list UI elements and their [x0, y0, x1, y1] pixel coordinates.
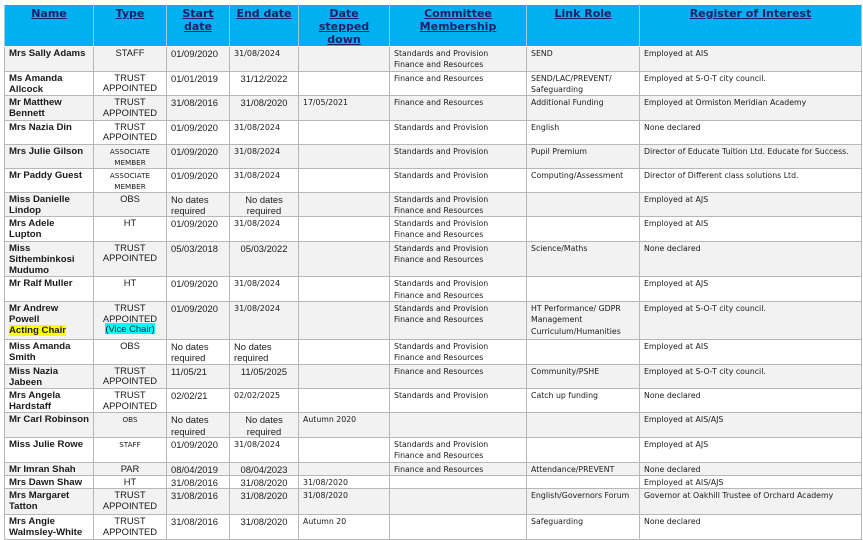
cell-committee-membership	[390, 489, 527, 515]
cell-end-date: 31/08/2024	[230, 168, 299, 192]
cell-type	[94, 462, 167, 475]
cell-link-role: English	[527, 120, 640, 144]
cell-name	[5, 364, 94, 388]
cell-start-date: 31/08/2016	[167, 475, 230, 488]
table-row	[5, 475, 862, 488]
cell-register-of-interest: Director of Educate Tuition Ltd. Educate for Success.	[640, 144, 862, 168]
table-row	[5, 241, 862, 277]
cell-date-stepped-down	[299, 217, 390, 242]
member-type: STAFF	[115, 47, 145, 58]
cell-date-stepped-down	[299, 301, 390, 339]
cell-end-date: 31/08/2024	[230, 47, 299, 72]
member-type: TRUST APPOINTED	[102, 96, 158, 118]
cell-date-stepped-down	[299, 71, 390, 96]
cell-type	[94, 515, 167, 539]
member-name: Mr Carl Robinson	[9, 414, 89, 426]
cell-link-role	[527, 437, 640, 462]
table-row	[5, 489, 862, 515]
cell-type	[94, 339, 167, 364]
cell-register-of-interest: Employed at AIS	[640, 339, 862, 364]
cell-end-date: 31/08/2024	[230, 301, 299, 339]
cell-register-of-interest: None declared	[640, 388, 862, 412]
cell-name	[5, 192, 94, 217]
member-name: Mr Andrew Powell	[9, 302, 59, 326]
committee-item: Standards and Provision	[394, 194, 489, 204]
member-type: TRUST APPOINTED	[102, 301, 158, 324]
cell-committee-membership	[390, 217, 527, 242]
cell-start-date: 01/09/2020	[167, 277, 230, 302]
cell-committee-membership	[390, 168, 527, 192]
cell-start-date: 01/09/2020	[167, 437, 230, 462]
cell-name	[5, 168, 94, 192]
committee-item: Finance and Resources	[394, 290, 484, 300]
cell-date-stepped-down	[299, 277, 390, 302]
committee-item: Finance and Resources	[394, 353, 484, 363]
cell-link-role: Community/PSHE	[527, 364, 640, 388]
cell-type	[94, 301, 167, 339]
cell-link-role: Science/Maths	[527, 241, 640, 277]
member-name: Miss Julie Rowe	[9, 438, 84, 450]
cell-type	[94, 241, 167, 277]
member-name: Miss Sithembinkosi Mudumo	[9, 242, 75, 277]
committee-item: Finance and Resources	[394, 230, 484, 240]
cell-date-stepped-down	[299, 192, 390, 217]
table-row	[5, 515, 862, 539]
cell-date-stepped-down: Autumn 20	[299, 515, 390, 539]
cell-register-of-interest: Employed at AJS	[640, 437, 862, 462]
cell-register-of-interest: Employed at AJS	[640, 192, 862, 217]
cell-committee-membership	[390, 475, 527, 488]
cell-date-stepped-down: Autumn 2020	[299, 413, 390, 438]
table-row	[5, 192, 862, 217]
member-type: PAR	[120, 462, 140, 474]
cell-committee-membership	[390, 241, 527, 277]
cell-link-role	[527, 192, 640, 217]
cell-register-of-interest: Employed at AIS/AJS	[640, 475, 862, 488]
header-date-stepped-down: Date stepped down	[299, 5, 390, 47]
cell-name	[5, 277, 94, 302]
cell-name	[5, 475, 94, 488]
cell-end-date: 05/03/2022	[230, 241, 299, 277]
table-row	[5, 339, 862, 364]
committee-item: Finance and Resources	[394, 464, 484, 474]
cell-date-stepped-down	[299, 241, 390, 277]
committee-item: Standards and Provision	[394, 303, 489, 313]
cell-start-date: 01/01/2019	[167, 71, 230, 96]
cell-link-role: Pupil Premium	[527, 144, 640, 168]
cell-end-date: 31/08/2024	[230, 277, 299, 302]
member-name: Mr Imran Shah	[9, 463, 76, 475]
table-row	[5, 144, 862, 168]
committee-item: Finance and Resources	[394, 98, 484, 108]
member-type: OBS	[122, 415, 138, 425]
member-type: OBS	[120, 339, 140, 351]
member-type: HT	[123, 217, 137, 229]
cell-register-of-interest: Governor at Oakhill Trustee of Orchard Academy	[640, 489, 862, 515]
committee-item: Standards and Provision	[394, 341, 489, 351]
cell-type	[94, 413, 167, 438]
cell-committee-membership	[390, 301, 527, 339]
cell-name	[5, 47, 94, 72]
cell-type	[94, 144, 167, 168]
member-name: Mrs Margaret Tatton	[9, 490, 70, 513]
cell-register-of-interest: Employed at S-O-T city council.	[640, 364, 862, 388]
cell-end-date: 31/08/2020	[230, 96, 299, 120]
cell-end-date: 02/02/2025	[230, 388, 299, 412]
cell-committee-membership	[390, 71, 527, 96]
cell-name	[5, 413, 94, 438]
cell-link-role: SEND/LAC/PREVENT/ Safeguarding	[527, 71, 640, 96]
cell-link-role: HT Performance/ GDPR Management Curriculum/Humanities	[527, 301, 640, 339]
committee-item: Standards and Provision	[394, 243, 489, 253]
cell-name	[5, 515, 94, 539]
committee-item: Finance and Resources	[394, 366, 484, 376]
cell-type	[94, 217, 167, 242]
table-body	[5, 47, 862, 540]
cell-date-stepped-down	[299, 168, 390, 192]
cell-committee-membership	[390, 277, 527, 302]
member-name: Mrs Julie Gilson	[9, 145, 84, 157]
cell-type	[94, 192, 167, 217]
cell-link-role: Catch up funding	[527, 388, 640, 412]
cell-start-date: No dates required	[167, 339, 230, 364]
cell-link-role	[527, 339, 640, 364]
cell-register-of-interest: None declared	[640, 462, 862, 475]
cell-start-date: 01/09/2020	[167, 144, 230, 168]
header-link-role: Link Role	[527, 5, 640, 47]
table-row	[5, 413, 862, 438]
cell-committee-membership	[390, 388, 527, 412]
cell-register-of-interest: Employed at Ormiston Meridian Academy	[640, 96, 862, 120]
member-type: TRUST APPOINTED	[102, 71, 158, 94]
cell-end-date: 31/08/2024	[230, 120, 299, 144]
member-name: Mr Paddy Guest	[9, 169, 83, 181]
cell-link-role	[527, 217, 640, 242]
cell-end-date: 31/08/2024	[230, 144, 299, 168]
table-row	[5, 301, 862, 339]
cell-type	[94, 168, 167, 192]
committee-item: Finance and Resources	[394, 451, 484, 461]
cell-committee-membership	[390, 462, 527, 475]
committee-item: Finance and Resources	[394, 255, 484, 265]
member-name: Mr Matthew Bennett	[9, 97, 62, 120]
cell-register-of-interest: Employed at AJS	[640, 277, 862, 302]
cell-link-role: Additional Funding	[527, 96, 640, 120]
committee-item: Finance and Resources	[394, 73, 484, 83]
cell-end-date: No dates required	[230, 339, 299, 364]
cell-type	[94, 47, 167, 72]
cell-date-stepped-down	[299, 339, 390, 364]
cell-end-date: 31/08/2024	[230, 217, 299, 242]
cell-committee-membership	[390, 144, 527, 168]
cell-date-stepped-down	[299, 388, 390, 412]
cell-link-role	[527, 413, 640, 438]
table-row	[5, 47, 862, 72]
committee-item: Standards and Provision	[394, 279, 489, 289]
member-name: Mrs Sally Adams	[9, 48, 86, 59]
cell-start-date: 01/09/2020	[167, 120, 230, 144]
header-row	[5, 5, 862, 47]
cell-name	[5, 71, 94, 96]
member-type: HT	[123, 475, 137, 487]
cell-committee-membership	[390, 47, 527, 72]
cell-register-of-interest: Employed at S-O-T city council.	[640, 301, 862, 339]
committee-item: Finance and Resources	[394, 315, 484, 325]
member-name: Mr Ralf Muller	[9, 278, 73, 290]
cell-type	[94, 364, 167, 388]
member-name: Miss Danielle Lindop	[9, 193, 70, 216]
cell-register-of-interest: Employed at AIS/AJS	[640, 413, 862, 438]
member-name: Mrs Angela Hardstaff	[9, 389, 61, 413]
cell-committee-membership	[390, 339, 527, 364]
member-name: Miss Amanda Smith	[9, 340, 71, 364]
committee-item: Standards and Provision	[394, 170, 489, 180]
cell-name	[5, 217, 94, 242]
committee-item: Standards and Provision	[394, 122, 489, 132]
cell-date-stepped-down: 31/08/2020	[299, 489, 390, 515]
committee-item: Standards and Provision	[394, 146, 489, 156]
cell-type	[94, 96, 167, 120]
cell-type	[94, 71, 167, 96]
cell-type	[94, 475, 167, 488]
cell-start-date: 01/09/2020	[167, 47, 230, 72]
cell-start-date: 01/09/2020	[167, 217, 230, 242]
cell-date-stepped-down: 17/05/2021	[299, 96, 390, 120]
cell-committee-membership	[390, 515, 527, 539]
member-name: Mrs Angie Walmsley-White	[9, 516, 83, 539]
member-type: ASSOCIATE MEMBER	[109, 146, 151, 167]
cell-register-of-interest: Director of Different class solutions Ltd.	[640, 168, 862, 192]
table-row	[5, 437, 862, 462]
cell-link-role: Computing/Assessment	[527, 168, 640, 192]
cell-link-role: Safeguarding	[527, 515, 640, 539]
cell-start-date: 05/03/2018	[167, 241, 230, 277]
cell-start-date: 08/04/2019	[167, 462, 230, 475]
cell-link-role: English/Governors Forum	[527, 489, 640, 515]
cell-committee-membership	[390, 96, 527, 120]
table-row	[5, 462, 862, 475]
cell-type	[94, 437, 167, 462]
cell-name	[5, 96, 94, 120]
cell-register-of-interest: None declared	[640, 241, 862, 277]
cell-start-date: 02/02/21	[167, 388, 230, 412]
cell-end-date: 31/08/2020	[230, 515, 299, 539]
table-row	[5, 364, 862, 388]
member-type: TRUST APPOINTED	[102, 388, 158, 411]
cell-link-role	[527, 277, 640, 302]
cell-committee-membership	[390, 413, 527, 438]
member-type: TRUST APPOINTED	[102, 515, 158, 537]
cell-date-stepped-down	[299, 364, 390, 388]
cell-committee-membership	[390, 364, 527, 388]
table-row	[5, 217, 862, 242]
cell-register-of-interest: Employed at AIS	[640, 217, 862, 242]
cell-name	[5, 301, 94, 339]
header-committee-membership: Committee Membership	[390, 5, 527, 47]
cell-committee-membership	[390, 192, 527, 217]
cell-start-date: No dates required	[167, 192, 230, 217]
cell-name	[5, 462, 94, 475]
table-row	[5, 120, 862, 144]
cell-start-date: 31/08/2016	[167, 96, 230, 120]
acting-chair-note: Acting Chair	[9, 325, 67, 337]
table-row	[5, 96, 862, 120]
member-type: TRUST APPOINTED	[102, 364, 158, 387]
member-name: Mrs Nazia Din	[9, 121, 72, 133]
member-name: Mrs Dawn Shaw	[9, 476, 83, 488]
cell-name	[5, 437, 94, 462]
cell-end-date: 08/04/2023	[230, 462, 299, 475]
committee-item: Standards and Provision	[394, 219, 489, 229]
governors-table	[4, 4, 862, 540]
cell-type	[94, 388, 167, 412]
cell-date-stepped-down	[299, 47, 390, 72]
cell-name	[5, 120, 94, 144]
member-type: ASSOCIATE MEMBER	[109, 170, 151, 191]
cell-type	[94, 489, 167, 515]
cell-name	[5, 339, 94, 364]
committee-item: Standards and Provision	[394, 49, 489, 58]
header-type: Type	[94, 5, 167, 47]
cell-end-date: 31/08/2020	[230, 475, 299, 488]
cell-end-date: 31/12/2022	[230, 71, 299, 96]
member-name: Miss Nazia Jabeen	[9, 365, 59, 388]
committee-item: Finance and Resources	[394, 60, 484, 70]
cell-committee-membership	[390, 120, 527, 144]
cell-date-stepped-down: 31/08/2020	[299, 475, 390, 488]
member-type: TRUST APPOINTED	[102, 241, 158, 264]
cell-start-date: 31/08/2016	[167, 515, 230, 539]
header-end-date: End date	[230, 5, 299, 47]
cell-name	[5, 388, 94, 412]
cell-date-stepped-down	[299, 462, 390, 475]
committee-item: Standards and Provision	[394, 439, 489, 449]
cell-start-date: No dates required	[167, 413, 230, 438]
header-name: Name	[5, 5, 94, 47]
header-register-of-interest: Register of Interest	[640, 5, 862, 47]
vice-chair-note: (Vice Chair)	[105, 323, 155, 335]
cell-end-date: No dates required	[230, 413, 299, 438]
cell-end-date: 31/08/2024	[230, 437, 299, 462]
cell-register-of-interest: Employed at S-O-T city council.	[640, 71, 862, 96]
cell-end-date: No dates required	[230, 192, 299, 217]
table-row	[5, 388, 862, 412]
cell-name	[5, 241, 94, 277]
cell-name	[5, 144, 94, 168]
cell-link-role: Attendance/PREVENT	[527, 462, 640, 475]
cell-date-stepped-down	[299, 437, 390, 462]
cell-type	[94, 120, 167, 144]
table-row	[5, 168, 862, 192]
cell-start-date: 01/09/2020	[167, 168, 230, 192]
member-type: TRUST APPOINTED	[102, 120, 158, 143]
cell-type	[94, 277, 167, 302]
cell-start-date: 31/08/2016	[167, 489, 230, 515]
cell-date-stepped-down	[299, 120, 390, 144]
cell-end-date: 11/05/2025	[230, 364, 299, 388]
committee-item: Finance and Resources	[394, 205, 484, 215]
member-type: HT	[123, 277, 137, 289]
cell-end-date: 31/08/2020	[230, 489, 299, 515]
cell-start-date: 01/09/2020	[167, 301, 230, 339]
cell-start-date: 11/05/21	[167, 364, 230, 388]
header-start-date: Start date	[167, 5, 230, 47]
table-row	[5, 277, 862, 302]
cell-register-of-interest: None declared	[640, 515, 862, 539]
cell-link-role: SEND	[527, 47, 640, 72]
committee-item: Standards and Provision	[394, 390, 489, 400]
cell-name	[5, 489, 94, 515]
cell-register-of-interest: None declared	[640, 120, 862, 144]
cell-register-of-interest: Employed at AIS	[640, 47, 862, 72]
cell-link-role	[527, 475, 640, 488]
member-name: Ms Amanda Allcock	[9, 72, 63, 95]
table-row	[5, 71, 862, 96]
member-type: TRUST APPOINTED	[102, 489, 158, 511]
cell-date-stepped-down	[299, 144, 390, 168]
member-name: Mrs Adele Lupton	[9, 218, 55, 241]
cell-committee-membership	[390, 437, 527, 462]
member-type: OBS	[120, 192, 140, 204]
member-type: STAFF	[119, 439, 141, 449]
